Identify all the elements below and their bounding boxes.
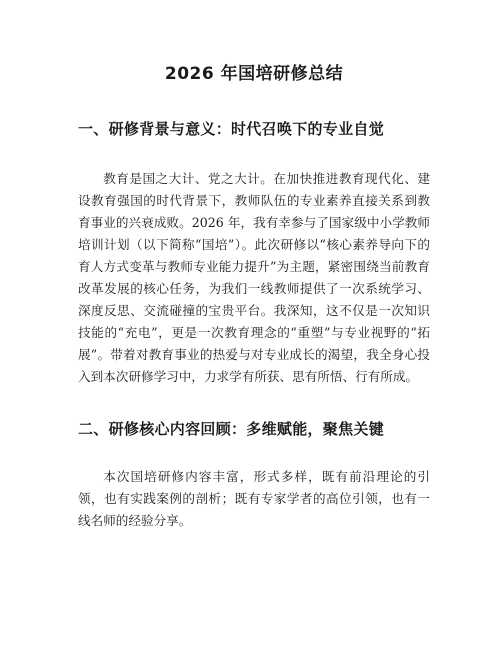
section-paragraph-content-review: 本次国培研修内容丰富，形式多样，既有前沿理论的引领，也有实践案例的剖析；既有专家学者的高位引领，也有一线名师的经验分享。 [78,469,430,528]
section-heading-background: 一、研修背景与意义：时代召唤下的专业自觉 [78,120,385,138]
section-heading-content-review: 二、研修核心内容回顾：多维赋能，聚焦关键 [78,420,385,438]
document-title: 2026 年国培研修总结 [164,64,344,84]
section-paragraph-background: 教育是国之大计、党之大计。在加快推进教育现代化、建设教育强国的时代背景下，教师队伍的专业素养直接关系到教育事业的兴衰成败。2026 年，我有幸参与了国家级中小学教师培训计划（以下简称“国培”）。此次研修以“核心素养导向下的育人方式变革与教师专业能力提升”为主题，紧密围绕当前教育改革发展的核心任务，为我们一线教师提供了一次系统学习、深度反思、交流碰撞的宝贵平台。我深知，这不仅是一次知识技能的“充电”，更是一次教育理念的“重塑”与专业视野的“拓展”。带着对教育事业的热爱与对专业成长的渴望，我全身心投入到本次研修学习中，力求学有所获、思有所悟、行有所成。 [78,171,430,384]
